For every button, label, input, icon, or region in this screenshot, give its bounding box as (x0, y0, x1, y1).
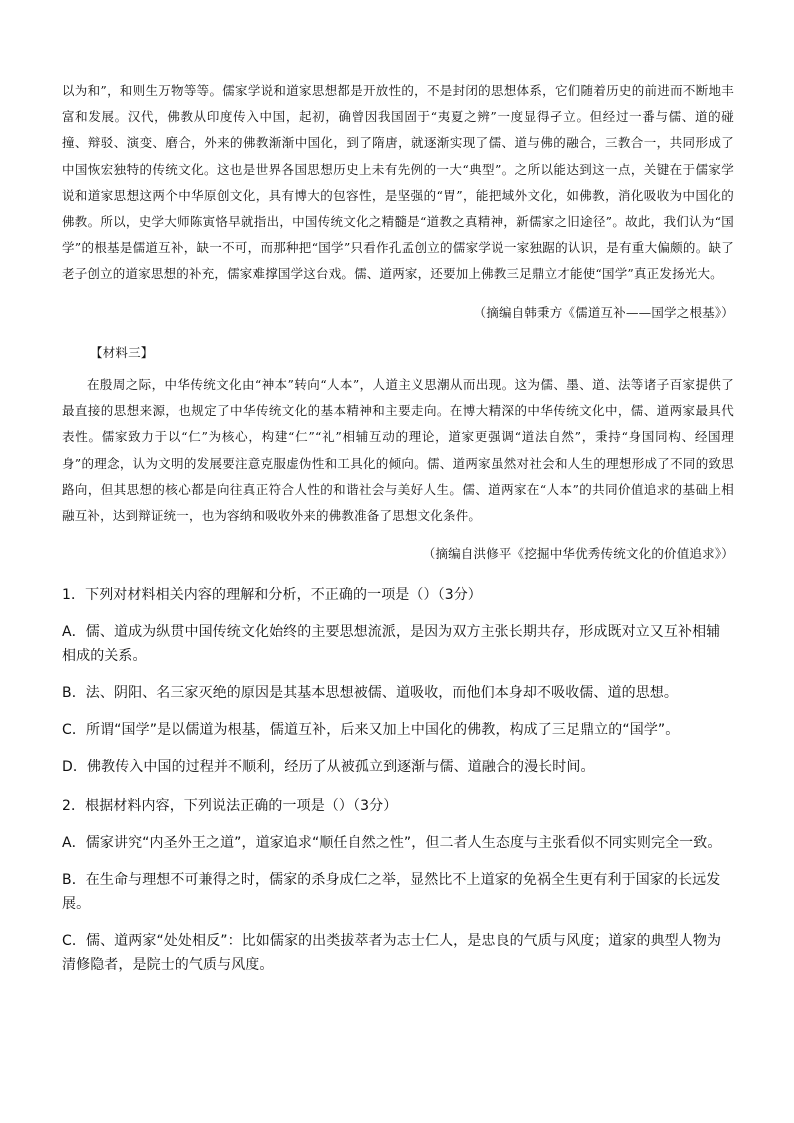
material-two-source: （摘编自韩秉方《儒道互补——国学之根基》） (473, 304, 734, 320)
material-three-heading: 【材料三】 (90, 344, 154, 360)
question-two-option-b: B．在生命与理想不可兼得之时，儒家的杀身成仁之举，显然比不上道家的免祸全生更有利于国家的长远发展。 (62, 872, 721, 913)
question-two-option-a: A．儒家讲究“内圣外王之道”，道家追求“顺任自然之性”，但二者人生态度与主张看似不同实则完全一致。 (62, 835, 722, 852)
material-three-source: （摘编自洪修平《挖掘中华优秀传统文化的价值追求》） (422, 546, 734, 562)
question-one-option-b: B．法、阴阳、名三家灭绝的原因是其基本思想被儒、道吸收，而他们本身却不吸收儒、道的思想。 (62, 685, 679, 702)
question-two-stem: 2．根据材料内容，下列说法正确的一项是（）（3分） (62, 798, 398, 815)
material-two-section (62, 78, 734, 326)
question-two (62, 794, 734, 977)
material-three-section (62, 340, 734, 568)
question-one-option-d: D．佛教传入中国的过程并不顺利，经历了从被孤立到逐渐与儒、道融合的漫长时间。 (62, 759, 595, 776)
question-two-option-c: C．儒、道两家“处处相反”：比如儒家的出类拔萃者为志士仁人，是忠良的气质与风度；道家的典型人物为清修隐者，是院士的气质与风度。 (62, 933, 722, 974)
material-two-paragraph: 以为和”，和则生万物等等。儒家学说和道家思想都是开放性的，不是封闭的思想体系，它们随着历史的前进而不断地丰富和发展。汉代，佛教从印度传入中国，起初，确曾因我国固于“夷夏之辨”一度显得孑立。但经过一番与儒、道的碰撞、辩驳、演变、磨合，外来的佛教渐渐中国化，到了隋唐，就逐渐实现了儒、道与佛的融合，三教合一，共同形成了中国恢宏独特的传统文化。这也是世界各国思想历史上未有先例的一大“典型”。之所以能达到这一点，关键在于儒家学说和道家思想这两个中华原创文化，具有博大的包容性，是坚强的“胃”，能把域外文化，如佛教，消化吸收为中国化的佛教。所以，史学大师陈寅恪早就指出，中国传统文化之精髓是“道教之真精神，新儒家之旧途径”。故此，我们认为“国学”的根基是儒道互补，缺一不可，而那种把“国学”只看作孔孟创立的儒家学说一家独踞的认识，是有重大偏颇的。缺了老子创立的道家思想的补充，儒家难撑国学这台戏。儒、道两家，还要加上佛教三足鼎立才能使“国学”真正发扬光大。 (62, 83, 734, 282)
question-one-option-c: C．所谓“国学”是以儒道为根基，儒道互补，后来又加上中国化的佛教，构成了三足鼎立的“国学”。 (62, 722, 680, 739)
document-page (62, 78, 734, 977)
question-one (62, 583, 734, 779)
material-three-paragraph: 在殷周之际，中华传统文化由“神本”转向“人本”，人道主义思潮从而出现。这为儒、墨、道、法等诸子百家提供了最直接的思想来源，也规定了中华传统文化的基本精神和主要走向。在博大精深的中华传统文化中，儒、道两家最具代表性。儒家致力于以“仁”为核心，构建“仁”“礼”相辅互动的理论，道家更强调“道法自然”，秉持“身国同构、经国理身”的理念，认为文明的发展要注意克服虚伪性和工具化的倾向。儒、道两家虽然对社会和人生的理想形成了不同的致思路向，但其思想的核心都是向往真正符合人性的和谐社会与美好人生。儒、道两家在“人本”的共同价值追求的基础上相融互补，达到辩证统一，也为容纳和吸收外来的佛教准备了思想文化条件。 (62, 377, 734, 524)
question-one-stem: 1．下列对材料相关内容的理解和分析，不正确的一项是（）（3分） (62, 587, 482, 604)
question-one-option-a: A．儒、道成为纵贯中国传统文化始终的主要思想流派，是因为双方主张长期共存，形成既对立又互补相辅相成的关系。 (62, 624, 721, 665)
